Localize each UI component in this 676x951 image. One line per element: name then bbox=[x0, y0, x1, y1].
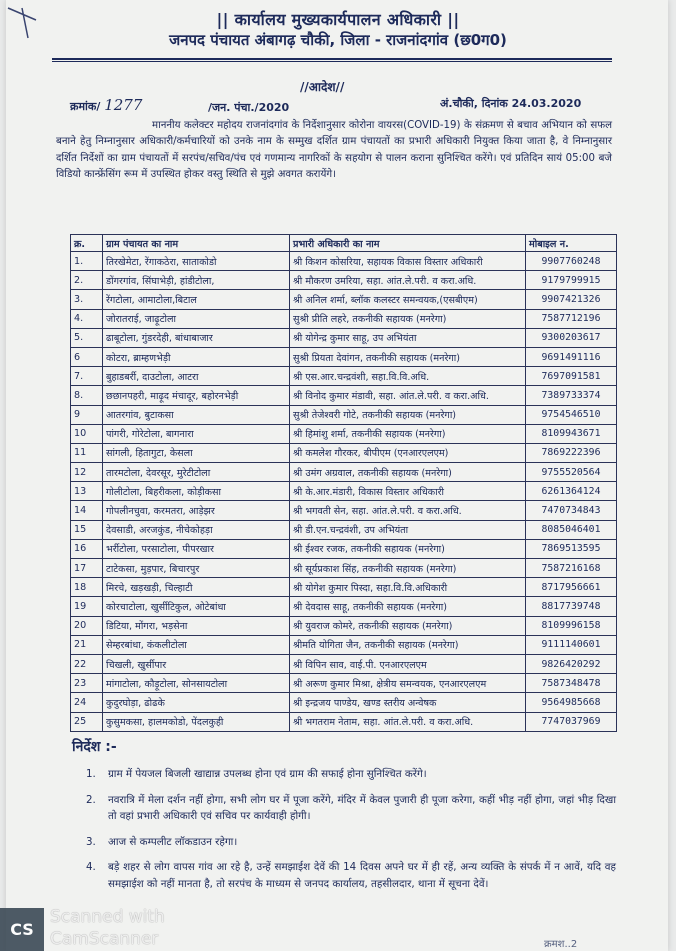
directions-title: निर्देश :- bbox=[72, 739, 117, 755]
cell-officer: श्री के.आर.मंडारी, विकास विस्तार अधिकारी bbox=[290, 482, 526, 501]
table-row bbox=[71, 443, 617, 462]
cell-serial: 25 bbox=[71, 712, 103, 731]
cell-officer: श्री इन्द्रजय पाण्डेय, खण्ड स्तरीय अन्वेषक bbox=[290, 693, 526, 712]
cell-panchayat: कुदुरघोड़ा, ढोढके bbox=[103, 693, 290, 712]
cell-panchayat: चिखली, खुर्सीपार bbox=[103, 654, 290, 673]
table-row bbox=[71, 539, 617, 558]
cell-mobile: 7587712196 bbox=[526, 309, 617, 328]
cell-panchayat: बुहाडबर्री, दाउटोला, आटरा bbox=[103, 367, 290, 386]
order-label: //आदेश// bbox=[300, 80, 345, 94]
cell-mobile: 7389733374 bbox=[526, 386, 617, 405]
cell-serial: 14 bbox=[71, 501, 103, 520]
cell-panchayat: पांगरी, गोरेटोला, बागनारा bbox=[103, 424, 290, 443]
page-continuation: क्रमश..2 bbox=[544, 939, 578, 950]
cell-panchayat: जोरातराई, जाढ़ूटोला bbox=[103, 309, 290, 328]
cell-serial: 8. bbox=[71, 386, 103, 405]
table-row bbox=[71, 520, 617, 539]
cell-mobile: 8817739748 bbox=[526, 597, 617, 616]
table-row bbox=[71, 386, 617, 405]
cell-mobile: 9826420292 bbox=[526, 654, 617, 673]
cell-panchayat: कुसुमकसा, हालमकोडो, पेंदलकुही bbox=[103, 712, 290, 731]
cell-serial: 18 bbox=[71, 578, 103, 597]
officer-table bbox=[70, 234, 617, 732]
table-row bbox=[71, 616, 617, 635]
table-row bbox=[71, 290, 617, 309]
cell-panchayat: सेम्हरबांधा, कंकलीटोला bbox=[103, 635, 290, 654]
direction-item bbox=[86, 834, 616, 851]
cell-serial: 9 bbox=[71, 405, 103, 424]
table-row bbox=[71, 424, 617, 443]
ref-suffix: /जन. पंचा./2020 bbox=[208, 101, 290, 114]
cell-panchayat: कोटरा, ब्राम्हणभेड़ी bbox=[103, 347, 290, 366]
cell-panchayat: टाटेकसा, मुड़पार, बिचारपुर bbox=[103, 559, 290, 578]
cell-panchayat: डोंगरगांव, सिंघाभेड़ी, हांडीटोला, bbox=[103, 271, 290, 290]
cell-officer: श्रीमति योगिता जैन, तकनीकी सहायक (मनरेगा) bbox=[290, 635, 526, 654]
cell-officer: श्री ईश्वर रजक, तकनीकी सहायक (मनरेगा) bbox=[290, 539, 526, 558]
table-row bbox=[71, 367, 617, 386]
cell-mobile: 9179799915 bbox=[526, 271, 617, 290]
cell-officer: श्री सूर्यप्रकाश सिंह, तकनीकी सहायक (मनरेगा) bbox=[290, 559, 526, 578]
cell-serial: 11 bbox=[71, 443, 103, 462]
cell-panchayat: सांगली, हितागुटा, केसला bbox=[103, 443, 290, 462]
reference-line bbox=[70, 96, 142, 114]
cell-panchayat: कोरचाटोला, खुर्सीटिकुल, ओटेबांधा bbox=[103, 597, 290, 616]
table-row bbox=[71, 347, 617, 366]
cell-panchayat: आतरगांव, बुटाकसा bbox=[103, 405, 290, 424]
cell-serial: 4. bbox=[71, 309, 103, 328]
cell-panchayat: ढाबूटोला, गुंडरदेही, बांधाबाजार bbox=[103, 328, 290, 347]
table-row bbox=[71, 328, 617, 347]
cell-officer: सुश्री प्रीति लहरे, तकनीकी सहायक (मनरेगा) bbox=[290, 309, 526, 328]
cell-officer: श्री युवराज कोमरे, तकनीकी सहायक (मनरेगा) bbox=[290, 616, 526, 635]
cell-mobile: 7869513595 bbox=[526, 539, 617, 558]
table-row bbox=[71, 271, 617, 290]
cell-mobile: 6261364124 bbox=[526, 482, 617, 501]
cell-serial: 6 bbox=[71, 347, 103, 366]
cell-officer: श्री कमलेश गौरकर, बीपीएम (एनआरएलएम) bbox=[290, 443, 526, 462]
cell-officer: श्री उमंग अग्रवाल, तकनीकी सहायक (मनरेगा) bbox=[290, 463, 526, 482]
cell-officer: श्री मौकरण उमरिया, सहा. आंत.ले.परी. व करा.अधि. bbox=[290, 271, 526, 290]
cell-officer: श्री देवदास साहू, तकनीकी सहायक (मनरेगा) bbox=[290, 597, 526, 616]
cell-panchayat: मांगाटोला, कौड़ूटोला, सोनसायटोला bbox=[103, 674, 290, 693]
cell-panchayat: तिरखेमेटा, रेंगाकठेरा, साताकोडो bbox=[103, 252, 290, 271]
cell-panchayat: भर्रीटोला, परसाटोला, पीपरखार bbox=[103, 539, 290, 558]
cell-officer: श्री भगतराम नेताम, सहा. आंत.ले.परी. व करा.अधि. bbox=[290, 712, 526, 731]
watermark-line1: Scanned with bbox=[50, 907, 165, 927]
cell-officer: श्री भगवती सेन, सहा. आंत.ले.परी. व करा.अधि. bbox=[290, 501, 526, 520]
cell-panchayat: गोलीटोला, बिहरीकला, कोड़ीकसा bbox=[103, 482, 290, 501]
cell-serial: 12 bbox=[71, 463, 103, 482]
cell-officer: सुश्री प्रियता देवांगन, तकनीकी सहायक (मनरेगा) bbox=[290, 347, 526, 366]
direction-text: बड़े शहर से लोग वापस गांव आ रहे है, उन्हें समझाईश देवें की 14 दिवस अपने घर में ही रहें, अन्य व्यक्ति के संपर्क में न आवें, यदि वह समझाईश को नहीं मानता है, तो सरपंच के माध्यम से जनपद कार्यालय, तहसीलदार, थाना में सूचना देवें। bbox=[108, 861, 616, 890]
cell-mobile: 9755520564 bbox=[526, 463, 617, 482]
cell-serial: 24 bbox=[71, 693, 103, 712]
cell-serial: 22 bbox=[71, 654, 103, 673]
cell-mobile: 7587216168 bbox=[526, 559, 617, 578]
office-heading: || कार्यालय मुख्यकार्यपालन अधिकारी || bbox=[216, 10, 460, 29]
cell-panchayat: मिरचे, खड़खड़ी, चिल्हाटी bbox=[103, 578, 290, 597]
cell-mobile: 8109996158 bbox=[526, 616, 617, 635]
cell-mobile: 8717956661 bbox=[526, 578, 617, 597]
cell-serial: 15 bbox=[71, 520, 103, 539]
cell-mobile: 9907421326 bbox=[526, 290, 617, 309]
table-row bbox=[71, 309, 617, 328]
cell-officer: श्री योगेश कुमार पिस्दा, सहा.वि.वि.अधिकारी bbox=[290, 578, 526, 597]
table-row bbox=[71, 463, 617, 482]
direction-text: ग्राम में पेयजल बिजली खाद्यान्न उपलब्ध होना एवं ग्राम की सफाई होना सुनिश्चित करेंगे। bbox=[108, 768, 427, 780]
table-row bbox=[71, 674, 617, 693]
col-officer: प्रभारी अधिकारी का नाम bbox=[290, 235, 526, 252]
cell-officer: श्री अरूण कुमार मिश्रा, क्षेत्रीय समन्वयक, एनआरएलएम bbox=[290, 674, 526, 693]
cell-serial: 3. bbox=[71, 290, 103, 309]
cell-serial: 10 bbox=[71, 424, 103, 443]
cell-mobile: 9564985668 bbox=[526, 693, 617, 712]
cell-serial: 7. bbox=[71, 367, 103, 386]
direction-number: 2. bbox=[86, 793, 96, 806]
cell-mobile: 9300203617 bbox=[526, 328, 617, 347]
cell-serial: 2. bbox=[71, 271, 103, 290]
table-row bbox=[71, 482, 617, 501]
cell-serial: 21 bbox=[71, 635, 103, 654]
cell-mobile: 7470734843 bbox=[526, 501, 617, 520]
cell-mobile: 9907760248 bbox=[526, 252, 617, 271]
table-row bbox=[71, 559, 617, 578]
cell-mobile: 7587348478 bbox=[526, 674, 617, 693]
cell-mobile: 7747037969 bbox=[526, 712, 617, 731]
direction-item bbox=[86, 792, 616, 825]
direction-number: 3. bbox=[86, 835, 96, 848]
cell-serial: 17 bbox=[71, 559, 103, 578]
direction-text: नवरात्रि में मेला दर्शन नहीं होगा, सभी लोग घर में पूजा करेंगे, मंदिर में केवल पुजारी ही पूजा करेगा, कहीं भीड़ नहीं होगा, जहां भीड़ दिखा तो वहां प्रभारी अधिकारी एवं सचिव पर कार्यवाही होगी। bbox=[108, 793, 616, 822]
cell-officer: श्री हिमांशु शर्मा, तकनीकी सहायक (मनरेगा) bbox=[290, 424, 526, 443]
cell-mobile: 9691491116 bbox=[526, 347, 617, 366]
table-row bbox=[71, 597, 617, 616]
cell-serial: 1. bbox=[71, 252, 103, 271]
header-divider bbox=[52, 58, 612, 60]
cell-mobile: 7697091581 bbox=[526, 367, 617, 386]
cell-officer: श्री विपिन साव, वाई.पी. एनआरएलएम bbox=[290, 654, 526, 673]
cell-serial: 5. bbox=[71, 328, 103, 347]
ref-number: 1277 bbox=[104, 96, 143, 114]
direction-item bbox=[86, 859, 616, 892]
cell-panchayat: तारमटोला, देवरसूर, मुरेटीटोला bbox=[103, 463, 290, 482]
cell-panchayat: डिटिया, मोंगरा, भड़सेना bbox=[103, 616, 290, 635]
cell-mobile: 8109943671 bbox=[526, 424, 617, 443]
order-date: अं.चौकी, दिनांक 24.03.2020 bbox=[440, 97, 582, 110]
cell-mobile: 9111140601 bbox=[526, 635, 617, 654]
cell-officer: श्री डी.एन.चन्द्रवंशी, उप अभियंता bbox=[290, 520, 526, 539]
cell-serial: 23 bbox=[71, 674, 103, 693]
table-row bbox=[71, 578, 617, 597]
cell-serial: 16 bbox=[71, 539, 103, 558]
cell-serial: 20 bbox=[71, 616, 103, 635]
ref-prefix: क्रमांक/ bbox=[70, 100, 101, 113]
table-row bbox=[71, 635, 617, 654]
cell-panchayat: देवसाडी, अरजकुंड, नीचेकोहड़ा bbox=[103, 520, 290, 539]
cell-mobile: 7869222396 bbox=[526, 443, 617, 462]
direction-text: आज से कम्पलीट लॉकडाउन रहेगा। bbox=[108, 835, 238, 848]
cell-officer: श्री विनोद कुमार मंडावी, सहा. आंत.ले.परी. व करा.अधि. bbox=[290, 386, 526, 405]
table-row bbox=[71, 654, 617, 673]
cell-officer: श्री अनिल शर्मा, ब्लॉक कलस्टर समन्वयक,(एसबीएम) bbox=[290, 290, 526, 309]
header-divider-thin bbox=[52, 61, 612, 62]
cell-serial: 19 bbox=[71, 597, 103, 616]
directions-list bbox=[86, 766, 616, 901]
col-mobile: मोबाइल न. bbox=[526, 235, 617, 252]
table-row bbox=[71, 252, 617, 271]
direction-number: 1. bbox=[86, 768, 96, 780]
cell-serial: 13 bbox=[71, 482, 103, 501]
table-row bbox=[71, 712, 617, 731]
cell-panchayat: रेंगटोला, आमाटोला,बिटाल bbox=[103, 290, 290, 309]
table-row bbox=[71, 501, 617, 520]
table-row bbox=[71, 405, 617, 424]
cell-officer: सुश्री तेजेश्वरी गोटे, तकनीकी सहायक (मनरेगा) bbox=[290, 405, 526, 424]
body-paragraph: माननीय कलेक्टर महोदय राजनांदगांव के निर्देशानुसार कोरोना वायरस(COVID-19) के संक्रमण से बचाव अभियान को सफल बनाने हेतु निम्नानुसार अधिकारी/कर्मचारियों को उनके नाम के सम्मुख दर्शित ग्राम पंचायतों का प्रभारी अधिकारी नियुक्त किया जाता है, वे निम्नानुसार दर्शित निर्देशों का ग्राम पंचायतों में सरपंच/सचिव/पंच एवं गणमान्य नागरिकों के सहयोग से पालन कराना सुनिश्चित करेंगे। एवं प्रतिदिन सायं 05:00 बजे विडियो कान्फ्रेंसिंग रूम में उपस्थित होकर वस्तु स्थिति से मुझे अवगत करायेंगे। bbox=[56, 120, 612, 181]
watermark-line2: CamScanner bbox=[50, 929, 159, 949]
cell-officer: श्री योगेन्द्र कुमार साहू, उप अभियंता bbox=[290, 328, 526, 347]
direction-item bbox=[86, 766, 616, 783]
cell-officer: श्री एस.आर.चन्द्रवंशी, सहा.वि.वि.अधि. bbox=[290, 367, 526, 386]
table-header-row bbox=[71, 235, 617, 252]
cell-mobile: 8085046401 bbox=[526, 520, 617, 539]
cell-panchayat: गोपलीनचुवा, करमतरा, आड़ेझर bbox=[103, 501, 290, 520]
col-panchayat: ग्राम पंचायत का नाम bbox=[103, 235, 290, 252]
col-serial: क्र. bbox=[71, 235, 103, 252]
direction-number: 4. bbox=[86, 861, 96, 873]
camscanner-logo-icon: CS bbox=[0, 908, 44, 951]
cell-officer: श्री किशन कोसरिया, सहायक विकास विस्तार अधिकारी bbox=[290, 252, 526, 271]
cell-mobile: 9754546510 bbox=[526, 405, 617, 424]
table-row bbox=[71, 693, 617, 712]
office-address: जनपद पंचायत अंबागढ़ चौकी, जिला - राजनांदगांव (छ0ग0) bbox=[169, 31, 507, 49]
cell-panchayat: छछानपहरी, माढ़ूद मंचादूर, बहोरनभेड़ी bbox=[103, 386, 290, 405]
